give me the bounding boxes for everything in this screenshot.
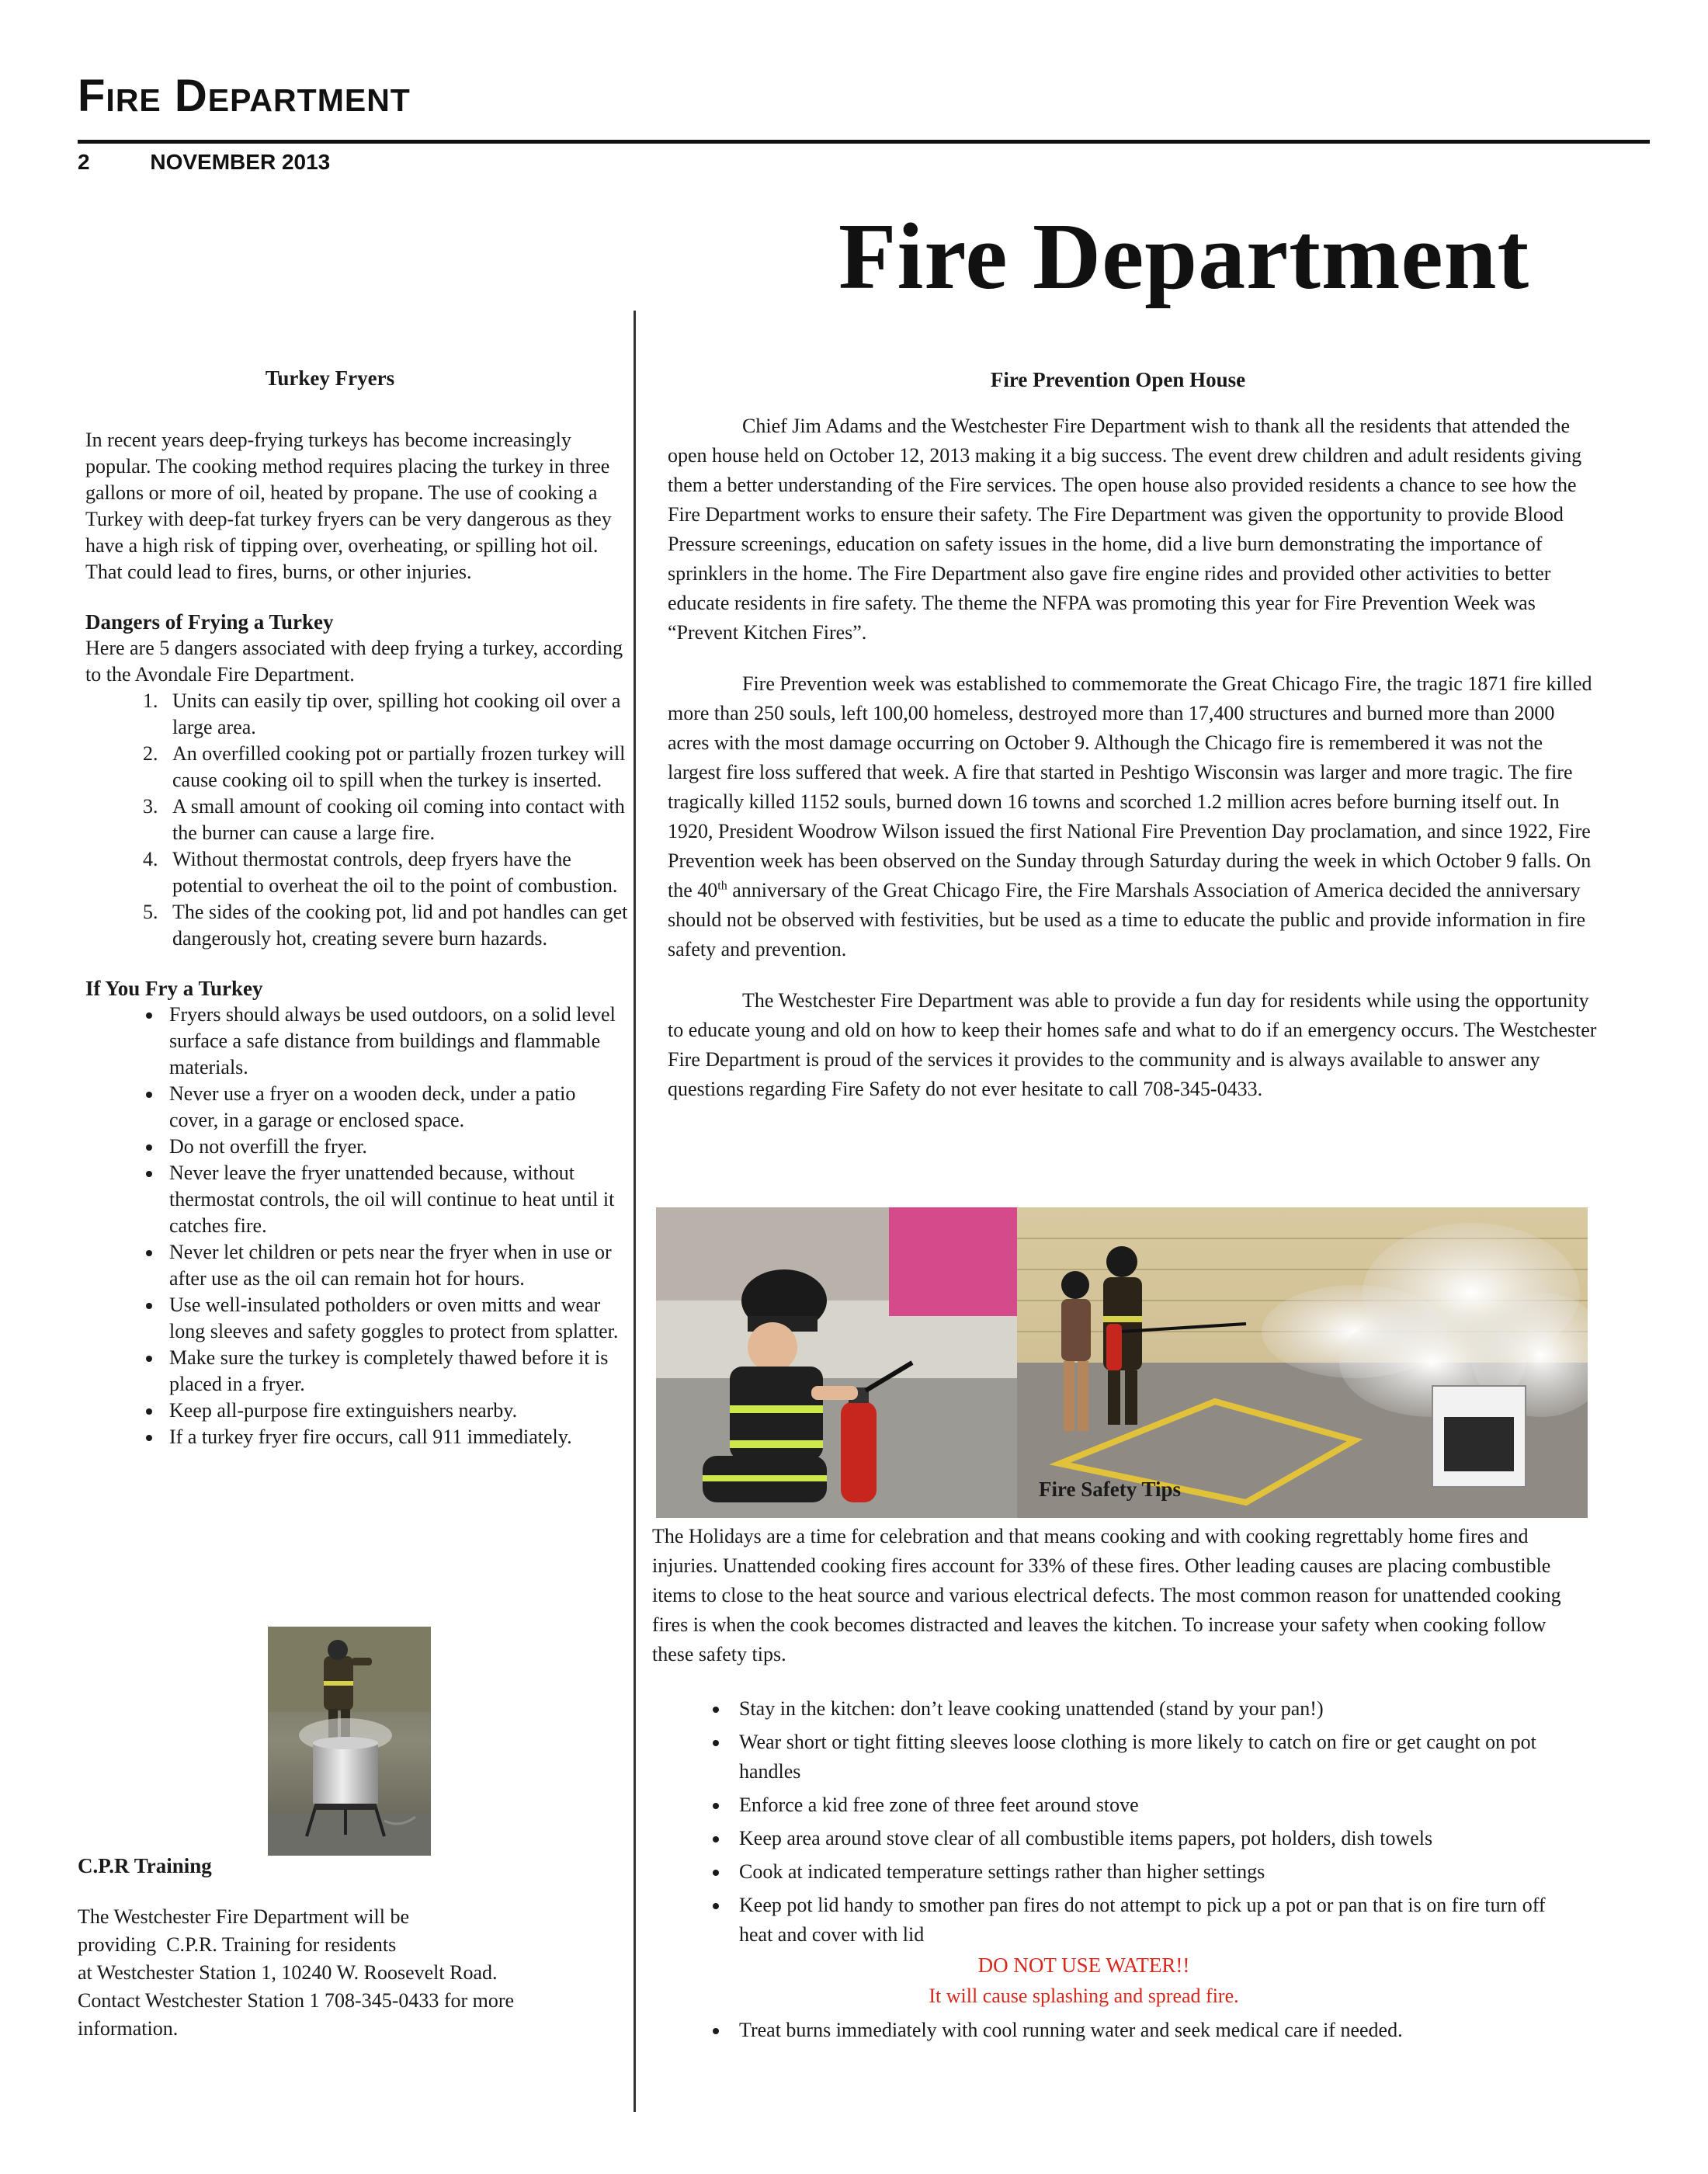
list-item: • Never let children or pets near the fryer when in use or after use as the oil can remain hot for hours. [163,1239,629,1292]
open-house-paragraph-1: Chief Jim Adams and the Westchester Fire Department wish to thank all the residents that attended the open house held on October 12, 2013 making it a big success. The event drew children and adult residents giving them a better understanding of the Fire services. The open house also provided residents a chance to see how the Fire Department works to ensure their safety. The Fire Department was given the opportunity to provide Blood Pressure screenings, education on safety issues in the home, did a live burn demonstrating the importance of sprinklers in the home. The Fire Department also gave fire engine rides and provided other activities to better educate residents in fire safety. The theme the NFPA was promoting this year for Fire Prevention Week was “Prevent Kitchen Fires”. [668,415,1582,644]
list-item: • Keep all-purpose fire extinguishers nearby. [163,1398,629,1424]
warning-no-water: DO NOT USE WATER!! [977,1953,1190,1977]
dangers-list [85,688,629,952]
tip-text: Keep pot lid handy to smother pan fires do not attempt to pick up a pot or pan that is on fire turn off heat and cover with lid [739,1894,1546,1946]
fire-safety-tips-list [652,1694,1584,2045]
ordinal-suffix: th [717,879,727,893]
list-item: 1. Units can easily tip over, spilling hot cooking oil over a large area. [163,688,629,741]
list-item: • If a turkey fryer fire occurs, call 911 immediately. [163,1424,629,1450]
header-rule [78,140,1650,144]
list-item: • Keep area around stove clear of all combustible items papers, pot holders, dish towels [730,1824,1584,1853]
turkey-intro: In recent years deep-frying turkeys has become increasingly popular. The cooking method requires placing the turkey in three gallons or more of oil, heated by propane. The use of cooking a Turkey with deep-fat turkey fryers can be very dangerous as they have a high risk of tipping over, overheating, or spilling hot oil. That could lead to fires, burns, or other injuries. [85,429,612,583]
paragraph-text: anniversary of the Great Chicago Fire, the Fire Marshals Association of America decided the anniversary should not be observed with festivities, but be used as a time to educate the public and provide information in fire safety and prevention. [668,879,1585,960]
fire-safety-intro: The Holidays are a time for celebration and that means cooking and with cooking regrettably home fires and injuries. Unattended cooking fires account for 33% of these fires. Other leading causes are placing combustible items to close to the heat source and various electrical defects. The most common reason for unattended cooking fires is when the cook becomes distracted and leaves the kitchen. To increase your safety when cooking follow these safety tips. [652,1525,1561,1665]
cpr-body [78,1903,621,2043]
list-item: 4. Without thermostat controls, deep fryers have the potential to overheat the oil to the point of combustion. [163,846,629,899]
fire-safety-section [652,1522,1584,2049]
warning-splashing: It will cause splashing and spread fire. [929,1985,1239,2007]
list-item: • Never use a fryer on a wooden deck, under a patio cover, in a garage or enclosed space. [163,1081,629,1134]
list-item: • Make sure the turkey is completely thawed before it is placed in a fryer. [163,1345,629,1398]
cpr-line: The Westchester Fire Department will be [78,1905,410,1928]
list-item: 2. An overfilled cooking pot or partially frozen turkey will cause cooking oil to spill when the turkey is inserted. [163,741,629,794]
cpr-line: Contact Westchester Station 1 708-345-0433 for more [78,1989,515,2012]
column-divider [634,311,636,2112]
dangers-intro: Here are 5 dangers associated with deep frying a turkey, according to the Avondale Fire Department. [85,637,623,686]
dangers-heading: Dangers of Frying a Turkey [85,610,334,634]
cpr-line: information. [78,2017,179,2040]
list-item: • Stay in the kitchen: don’t leave cooking unattended (stand by your pan!) [730,1694,1584,1724]
page-and-issue [78,150,330,175]
list-item: • Cook at indicated temperature settings rather than higher settings [730,1857,1584,1887]
turkey-fryer-photo [268,1627,431,1856]
list-item: 3. A small amount of cooking oil coming into contact with the burner can cause a large fire. [163,794,629,846]
list-item: • Enforce a kid free zone of three feet around stove [730,1790,1584,1820]
running-header-title: Fire Department [78,71,411,121]
cpr-section [78,1852,621,2043]
right-column [668,365,1599,1104]
cpr-heading: C.P.R Training [78,1854,212,1877]
list-item: • Fryers should always be used outdoors, on a solid level surface a safe distance from buildings and flammable materials. [163,1002,629,1081]
open-house-paragraph-3: The Westchester Fire Department was able to provide a fun day for residents while using the opportunity to educate young and old on how to keep their homes safe and what to do if an emergency occurs. The Westchester Fire Department is proud of the services it provides to the community and is always available to answer any questions regarding Fire Safety do not ever hesitate to call 708-345-0433. [668,989,1597,1100]
list-item: • Wear short or tight fitting sleeves loose clothing is more likely to catch on fire or get caught on pot handles [730,1728,1584,1787]
turkey-fryers-heading: Turkey Fryers [265,366,395,390]
left-column [85,365,629,1450]
fire-safety-heading: Fire Safety Tips [1039,1478,1182,1501]
open-house-heading: Fire Prevention Open House [990,368,1246,391]
paragraph-text: Fire Prevention week was established to commemorate the Great Chicago Fire, the tragic 1871 fire killed more than 250 souls, left 100,00 homeless, destroyed more than 17,400 structures and burned more than 2000 acres with the most damage occurring on October 9. Although the Chicago fire is remembered it was not the largest fire loss suffered that week. A fire that started in Peshtigo Wisconsin was larger and more tragic. The fire tragically killed 1152 souls, burned down 16 towns and scorched 1.2 million acres before burning itself out. In 1920, President Woodrow Wilson issued the first National Fire Prevention Day proclamation, and since 1922, Fire Prevention week has been observed on the Sunday through Saturday during the week in which October 9 falls. On the 40 [668,672,1592,901]
list-item: • Do not overfill the fryer. [163,1134,629,1160]
list-item: • Never leave the fryer unattended because, without thermostat controls, the oil will continue to heat until it catches fire. [163,1160,629,1239]
list-item: • Use well-insulated potholders or oven mitts and wear long sleeves and safety goggles to protect from splatter. [163,1292,629,1345]
open-house-paragraph-2 [668,669,1599,964]
page-number: 2 [78,150,90,174]
list-item: • Treat burns immediately with cool running water and seek medical care if needed. [730,2016,1584,2045]
open-house-photos [656,1207,1588,1518]
list-item: 5. The sides of the cooking pot, lid and pot handles can get dangerously hot, creating severe burn hazards. [163,899,629,952]
fry-tips-list [85,1002,629,1450]
fry-turkey-heading: If You Fry a Turkey [85,977,263,1000]
page-title: Fire Department [838,204,1530,309]
list-item [730,1891,1584,2012]
cpr-line: providing C.P.R. Training for residents [78,1933,397,1956]
cpr-line: at Westchester Station 1, 10240 W. Roosevelt Road. [78,1961,498,1984]
issue-date: NOVEMBER 2013 [150,150,331,174]
